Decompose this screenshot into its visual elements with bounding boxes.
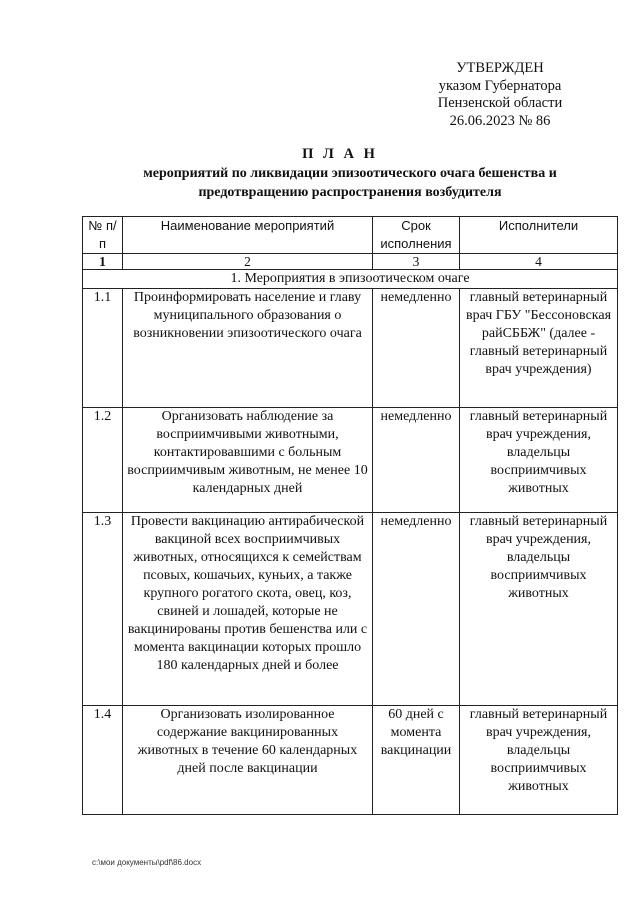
column-numbers-row	[83, 254, 618, 270]
section-title: 1. Мероприятия в эпизоотическом очаге	[83, 270, 618, 289]
table-header-row	[83, 217, 618, 254]
row-activity: Организовать изолированное содержание вакцинированных животных в течение 60 календарных дней после вакцинации	[123, 706, 373, 815]
subtitle-line-2: предотвращению распространения возбудителя	[198, 185, 502, 200]
row-activity: Организовать наблюдение за восприимчивыми животными, контактировавшими с больным восприимчивым животным, не менее 10 календарных дней	[123, 408, 373, 513]
row-number: 1.2	[83, 408, 123, 513]
row-number: 1.1	[83, 289, 123, 408]
document-subtitle	[40, 164, 640, 202]
row-executors: главный ветеринарный врач ГБУ "Бессоновская райСББЖ" (далее - главный ветеринарный врач учреждения)	[460, 289, 618, 408]
header-number: № п/п	[83, 217, 123, 254]
row-number: 1.3	[83, 513, 123, 706]
approval-region: Пензенской области	[437, 95, 563, 111]
row-number: 1.4	[83, 706, 123, 815]
row-term: немедленно	[373, 289, 460, 408]
column-number: 2	[123, 254, 373, 270]
row-activity: Проинформировать население и главу муниципального образования о возникновении эпизоотического очага	[123, 289, 373, 408]
approval-decree: указом Губернатора	[438, 77, 562, 94]
plan-table	[82, 216, 618, 815]
subtitle-line-1: мероприятий по ликвидации эпизоотического очага бешенства и	[143, 166, 557, 181]
row-activity: Провести вакцинацию антирабической вакциной всех восприимчивых животных, относящихся к семействам псовых, кошачьих, куньих, а также крупного рогатого скота, овец, коз, свиней и лошадей, которые не вакцинированы против бешенства или с момента вакцинации которых прошло 180 календарных дней и более	[123, 513, 373, 706]
header-executors: Исполнители	[460, 217, 618, 254]
approval-stamp	[380, 60, 620, 130]
row-executors: главный ветеринарный врач учреждения, владельцы восприимчивых животных	[460, 408, 618, 513]
row-term: 60 дней с момента вакцинации	[373, 706, 460, 815]
approval-date: 26.06.2023 № 86	[449, 112, 551, 129]
document-title: П Л А Н	[302, 146, 378, 162]
approval-title: УТВЕРЖДЕН	[456, 60, 544, 76]
column-number: 4	[460, 254, 618, 270]
table-row	[83, 289, 618, 408]
row-term: немедленно	[373, 408, 460, 513]
header-term: Срок исполнения	[373, 217, 460, 254]
table-row	[83, 706, 618, 815]
column-number: 1	[83, 254, 123, 270]
header-name: Наименование мероприятий	[123, 217, 373, 254]
section-row	[83, 270, 618, 289]
column-number: 3	[373, 254, 460, 270]
table-row	[83, 513, 618, 706]
file-path-footer: c:\мои документы\pdf\86.docx	[92, 858, 202, 867]
row-executors: главный ветеринарный врач учреждения, владельцы восприимчивых животных	[460, 706, 618, 815]
row-executors: главный ветеринарный врач учреждения, владельцы восприимчивых животных	[460, 513, 618, 706]
table-row	[83, 408, 618, 513]
row-term: немедленно	[373, 513, 460, 706]
